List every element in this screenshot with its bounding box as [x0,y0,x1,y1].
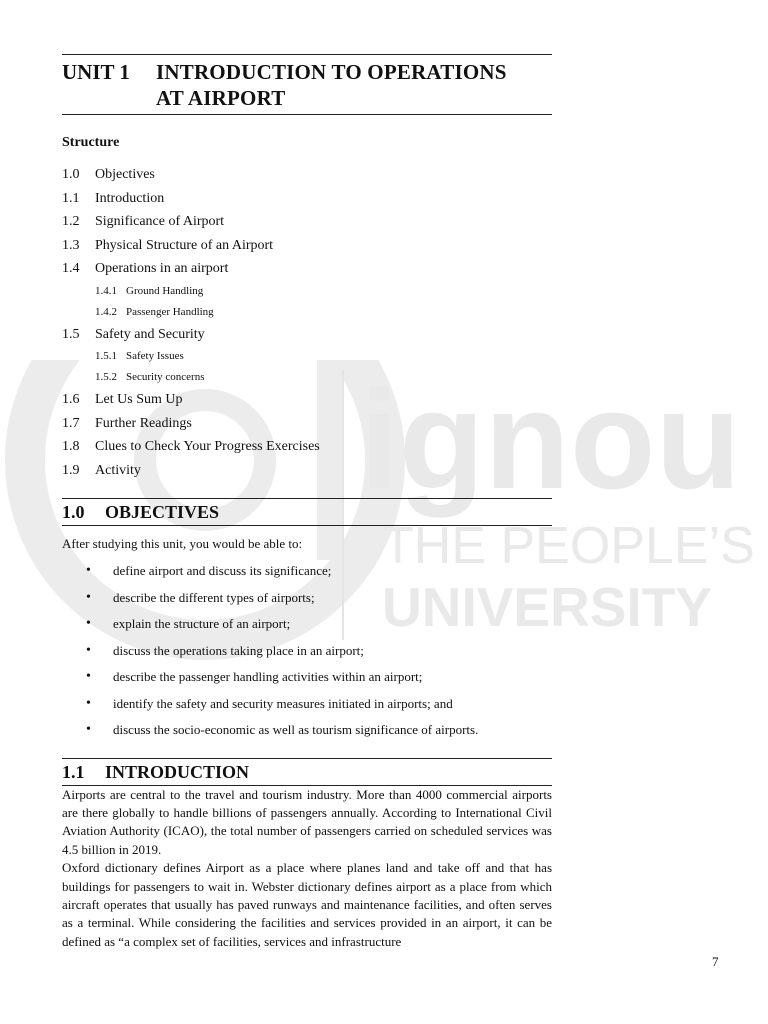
section-title: OBJECTIVES [105,502,220,522]
list-item: • describe the different types of airports; [62,585,552,612]
toc-label: Introduction [95,190,165,206]
objectives-list [62,558,552,744]
objectives-heading [62,498,552,526]
toc-label: Security concerns [126,371,205,383]
toc-item [62,234,552,258]
toc-num: 1.6 [62,392,80,407]
toc-item [62,257,552,281]
toc-subitem [62,367,552,388]
list-item: • discuss the operations taking place in an airport; [62,638,552,665]
unit-title-line2: AT AIRPORT [156,86,286,110]
toc-num: 1.2 [62,214,80,229]
toc-num: 1.4 [62,261,80,276]
toc-label: Significance of Airport [95,214,225,229]
toc-label: Activity [95,462,141,478]
list-item: • identify the safety and security measures initiated in airports; and [62,691,552,718]
toc-num: 1.5.1 [95,350,117,362]
unit-title [156,59,552,111]
toc-subitem [62,302,552,323]
toc-label: Ground Handling [126,284,204,297]
list-item: • describe the passenger handling activities within an airport; [62,664,552,691]
toc-item [62,435,552,459]
introduction-heading [62,758,552,786]
toc-num: 1.0 [62,167,80,182]
introduction-paragraph-2: Oxford dictionary defines Airport as a place where planes land and take off and that has buildings for passengers to wait in. Webster dictionary defines airport as a place from which aircraft operates that usually has paved runways and maintenance facilities, and often serves as a terminal. While considering the facilities and services provided in an airport, it can be defined as “a complex set of facilities, services and infrastructure [62,860,552,949]
toc-num: 1.3 [62,237,80,253]
toc-label: Further Readings [95,415,192,431]
toc-label: Let Us Sum Up [95,392,183,407]
toc-subitem [62,346,552,367]
toc-num: 1.7 [62,415,80,431]
toc-item [62,187,552,211]
toc-item [62,210,552,234]
toc-item [62,412,552,436]
toc-item [62,388,552,412]
list-item: • discuss the socio-economic as well as tourism significance of airports. [62,717,552,744]
unit-label: UNIT 1 [62,60,130,84]
watermark-line1: THE PEOPLE’S [382,517,755,575]
toc-num: 1.4.2 [95,305,117,318]
toc-num: 1.8 [62,439,80,454]
page-number: 7 [712,954,719,969]
table-of-contents [62,163,552,482]
watermark-word: ignou [360,361,741,518]
list-item: • explain the structure of an airport; [62,611,552,638]
list-item: • define airport and discuss its significance; [62,558,552,585]
toc-num: 1.5 [62,326,80,342]
structure-label: Structure [62,135,120,150]
unit-title-line1: INTRODUCTION TO OPERATIONS [156,60,507,84]
objectives-intro: After studying this unit, you would be able to: [62,536,303,551]
section-title: INTRODUCTION [105,761,250,782]
toc-label: Passenger Handling [126,305,214,318]
toc-num: 1.9 [62,462,80,478]
toc-item [62,163,552,187]
toc-num: 1.5.2 [95,371,117,383]
toc-label: Safety Issues [126,350,184,362]
section-number: 1.1 [62,761,85,782]
toc-label: Objectives [95,167,155,182]
toc-label: Physical Structure of an Airport [95,237,274,253]
toc-label: Operations in an airport [95,261,229,276]
introduction-paragraph-1: Airports are central to the travel and tourism industry. More than 4000 commercial airports are there globally to handle billions of passengers annually. According to International Civil Aviation Authority (ICAO), the total number of passengers carried on scheduled services was 4.5 billion in 2019. [62,786,552,857]
page-content [62,54,552,951]
toc-num: 1.4.1 [95,284,117,297]
toc-item [62,459,552,483]
toc-num: 1.1 [62,190,80,206]
section-number: 1.0 [62,502,85,522]
watermark-line2: UNIVERSITY [382,576,713,638]
toc-label: Clues to Check Your Progress Exercises [95,439,320,454]
unit-heading [62,54,552,115]
toc-item [62,323,552,347]
toc-label: Safety and Security [95,326,205,342]
toc-subitem [62,281,552,302]
